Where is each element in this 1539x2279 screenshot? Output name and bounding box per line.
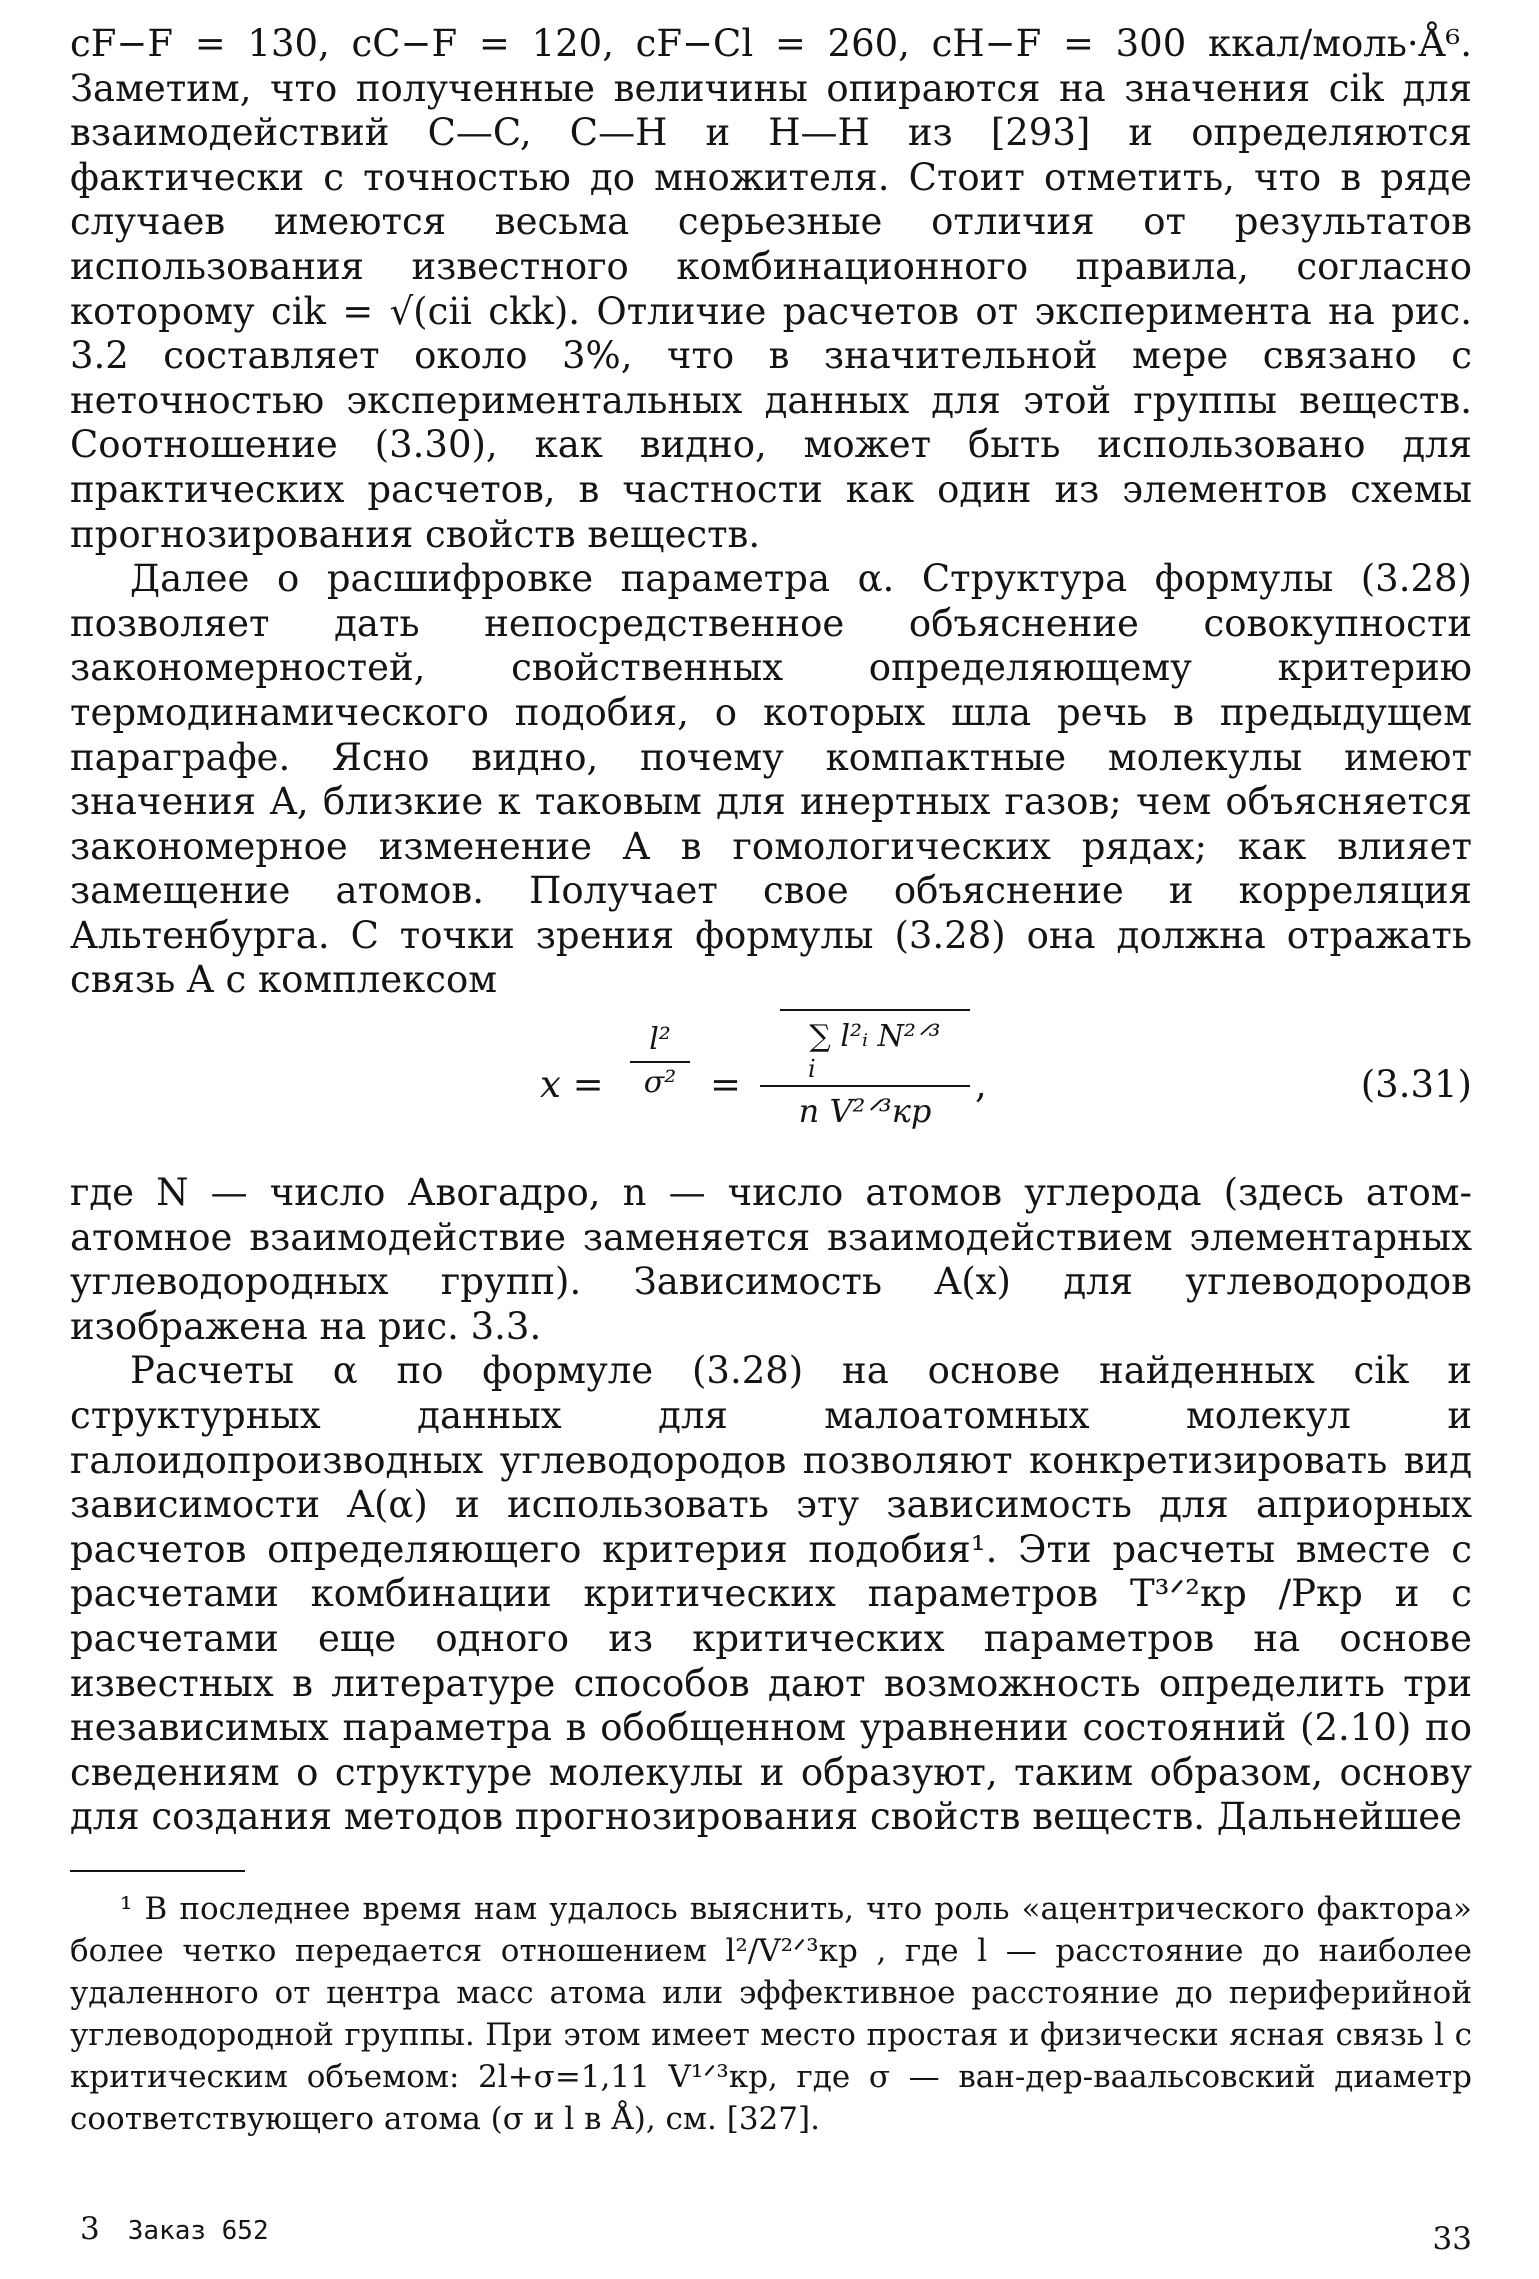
paragraph-2: Далее о расшифровке параметра α. Структура формулы (3.28) позволяет дать непосредственное объяснение совокупности закономерностей, свойственных определяющему критерию термодинамического подобия, о которых шла речь в предыдущем параграфе. Ясно видно, почему компактные молекулы имеют значения A, близкие к таковым для инертных газов; чем объясняется закономерное изменение A в гомологических рядах; как влияет замещение атомов. Получает свое объяснение и корреляция Альтенбурга. С точки зрения формулы (3.28) она должна отражать связь A с комплексом <box>70 557 1472 1002</box>
paragraph-4: Расчеты α по формуле (3.28) на основе найденных cik и структурных данных для малоатомных молекул и галоидопроизводных углеводородов позволяют конкретизировать вид зависимости A(α) и использовать эту зависимость для априорных расчетов определяющего критерия подобия¹. Эти расчеты вместе с расчетами комбинации критических параметров T³ᐟ²кр /Pкр и с расчетами еще одного из критических параметров на основе известных в литературе способов дают возможность определить три независимых параметра в обобщенном уравнении состояний (2.10) по сведениям о структуре молекулы и образуют, таким образом, основу для создания методов прогнозирования свойств веществ. Дальнейшее <box>70 1349 1472 1839</box>
equation-3-31 <box>70 1009 1472 1169</box>
sum-numerator: ∑ l²ᵢ N²ᐟ³ <box>780 1009 970 1057</box>
fraction-bar <box>630 1061 690 1063</box>
sum-index: i <box>808 1055 816 1084</box>
fraction-bar <box>760 1085 970 1087</box>
equation-number: (3.31) <box>1360 1063 1472 1107</box>
order-number: Заказ 652 <box>127 2216 269 2246</box>
fraction-numerator: l² <box>649 1022 671 1058</box>
equals-sign: = <box>710 1063 742 1107</box>
signature-number: 3 <box>80 2211 100 2247</box>
fraction-l2-sigma2 <box>630 1021 690 1101</box>
fraction-sum-over-nv <box>760 1009 970 1131</box>
page <box>70 22 1472 2262</box>
equation-comma: , <box>975 1063 987 1107</box>
printer-signature <box>80 2207 269 2254</box>
page-footer <box>70 2207 1472 2257</box>
footnote-separator <box>70 1870 245 1872</box>
page-number: 33 <box>1432 2221 1472 2257</box>
sum-denominator: n V²ᐟ³кр <box>798 1092 932 1131</box>
equation-lhs: x = <box>540 1063 604 1107</box>
fraction-denominator: σ² <box>643 1065 677 1101</box>
paragraph-1: cF−F = 130, cC−F = 120, cF−Cl = 260, cH−F = 300 ккал/моль·Å⁶. Заметим, что полученные величины опираются на значения cik для взаимодействий C—C, C—H и H—H из [293] и определяются фактически с точностью до множителя. Стоит отметить, что в ряде случаев имеются весьма серьезные отличия от результатов использования известного комбинационного правила, согласно которому cik = √(cii ckk). Отличие расчетов от эксперимента на рис. 3.2 составляет около 3%, что в значительной мере связано с неточностью экспериментальных данных для этой группы веществ. Соотношение (3.30), как видно, может быть использовано для практических расчетов, в частности как один из элементов схемы прогнозирования свойств веществ. <box>70 22 1472 556</box>
paragraph-3: где N — число Авогадро, n — число атомов углерода (здесь атом-атомное взаимодействие заменяется взаимодействием элементарных углеводородных групп). Зависимость A(x) для углеводородов изображена на рис. 3.3. <box>70 1171 1472 1348</box>
footnote-1: ¹ В последнее время нам удалось выяснить, что роль «ацентрического фактора» более четко передается отношением l²/V²ᐟ³кр , где l — расстояние до наиболее удаленного от центра масс атома или эффективное расстояние до периферийной углеводородной группы. При этом имеет место простая и физически ясная связь l с критическим объемом: 2l+σ=1,11 V¹ᐟ³кр, где σ — ван-дер-ваальсовский диаметр соответствующего атома (σ и l в Å), см. [327]. <box>70 1890 1472 2137</box>
